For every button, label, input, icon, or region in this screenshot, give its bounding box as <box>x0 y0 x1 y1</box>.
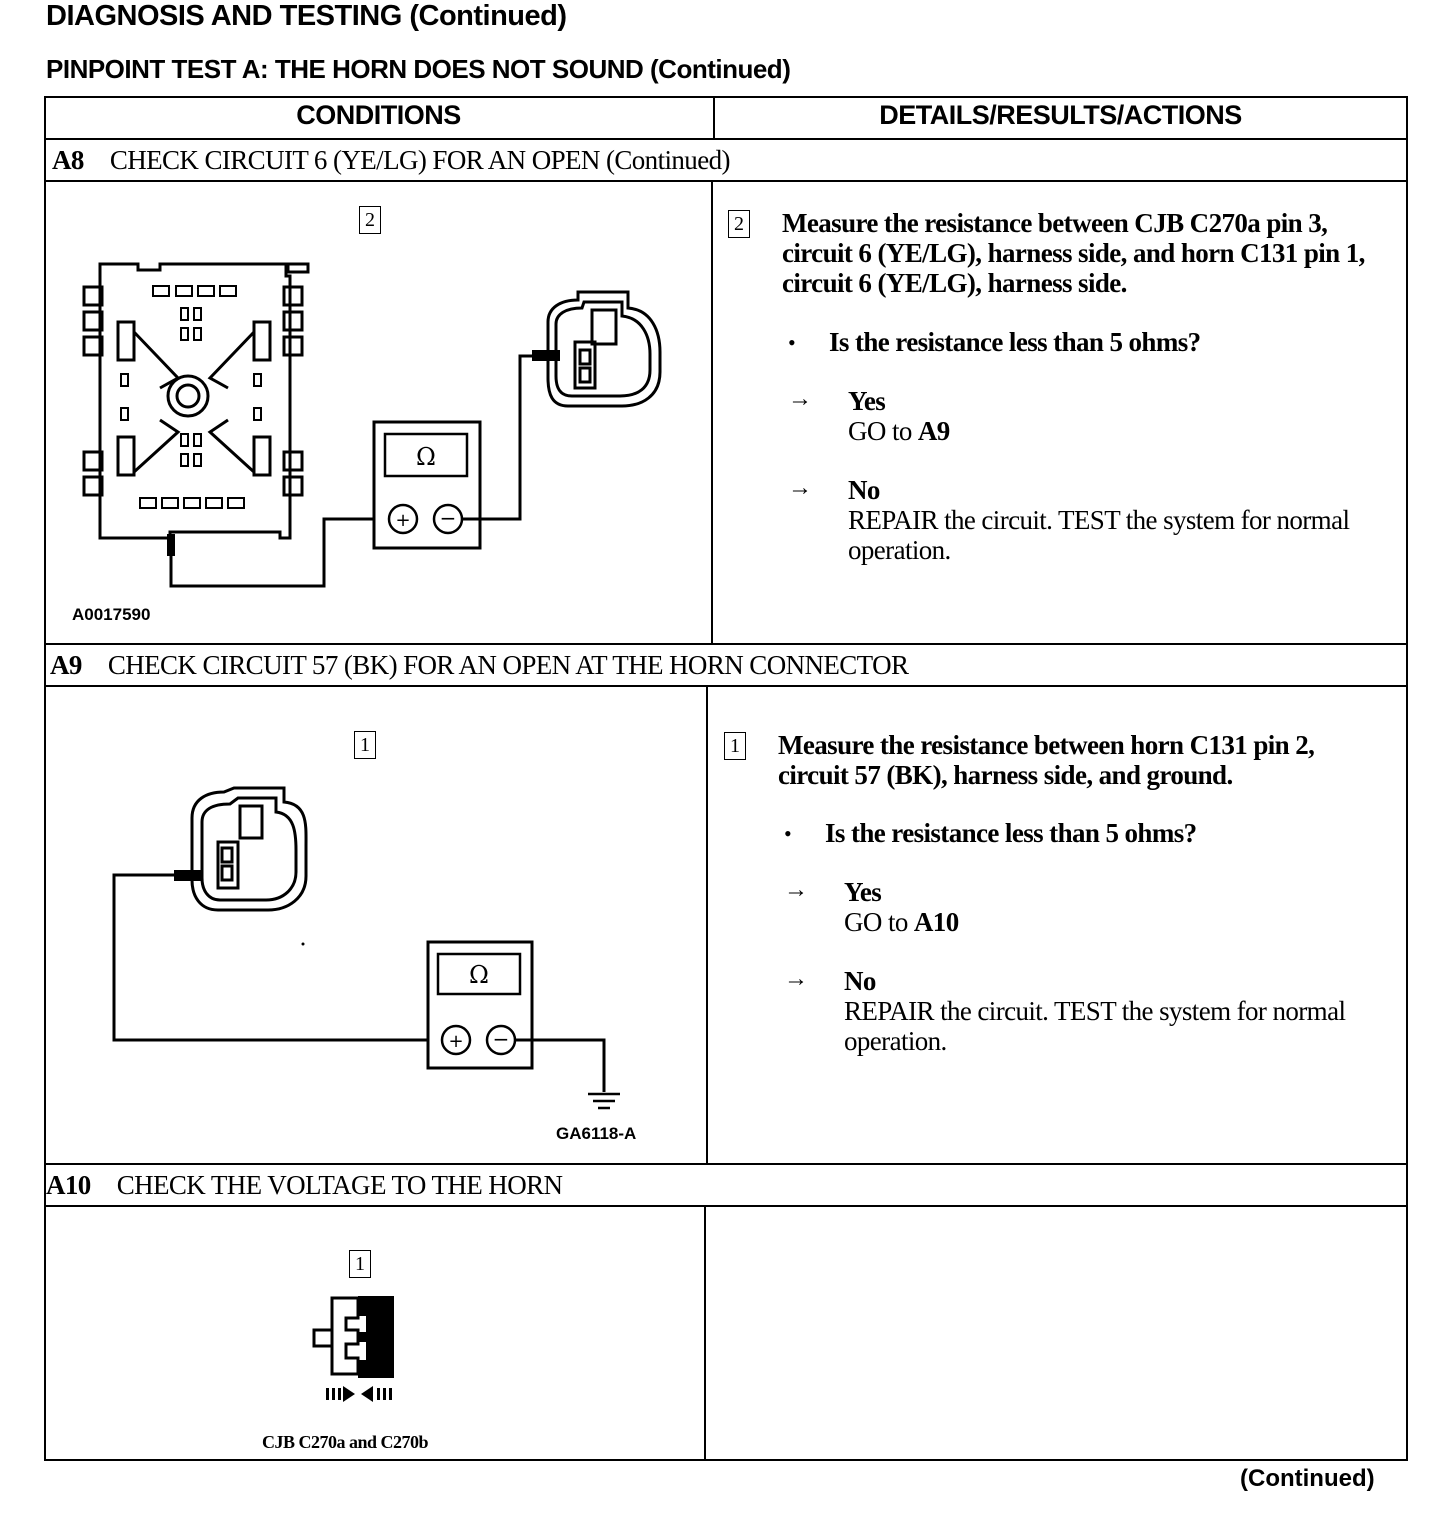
a8-no-answer <box>848 475 1368 565</box>
table-divider <box>44 643 1408 645</box>
ground-icon <box>588 1094 620 1108</box>
a8-figure-step-number: 2 <box>359 206 381 234</box>
step-a9-heading <box>50 650 908 681</box>
conditions-column-header: CONDITIONS <box>296 100 461 130</box>
a10-figure-step-number: 1 <box>349 1250 371 1278</box>
a8-yes-label: Yes <box>848 386 886 416</box>
step-a10-heading <box>46 1170 562 1201</box>
a9-instruction-step-number: 1 <box>724 732 746 760</box>
step-a8-title: CHECK CIRCUIT 6 (YE/LG) FOR AN OPEN (Continued) <box>109 145 730 175</box>
a9-question: Is the resistance less than 5 ohms? <box>825 818 1197 848</box>
table-divider <box>44 1205 1408 1207</box>
a8-instruction-step-number: 2 <box>728 210 750 238</box>
column-divider <box>704 1205 706 1461</box>
ohm-symbol: Ω <box>469 961 489 989</box>
a8-instruction: Measure the resistance between CJB C270a pin 3, circuit 6 (YE/LG), harness side, and horn C131 pin 1, circuit 6 (YE/LG), harness side. <box>782 208 1365 298</box>
ohm-symbol: Ω <box>416 443 436 471</box>
a8-figure-id: A0017590 <box>72 605 151 624</box>
a8-yes-action: GO to A9 <box>848 416 950 446</box>
a9-yes-answer <box>844 877 959 937</box>
svg-text:+: + <box>448 1031 464 1052</box>
a9-no-answer <box>844 966 1364 1056</box>
bullet-icon: • <box>784 821 792 846</box>
svg-text:−: − <box>439 506 457 530</box>
a9-yes-action: GO to A10 <box>844 907 959 937</box>
table-divider <box>44 685 1408 687</box>
arrow-right-icon: → <box>784 966 808 992</box>
connector-center-icon <box>168 376 208 416</box>
details-column-header: DETAILS/RESULTS/ACTIONS <box>879 100 1242 130</box>
a10-connector-diagram <box>300 1286 420 1426</box>
bullet-icon: • <box>788 330 796 355</box>
probe-icon <box>174 870 202 881</box>
a9-yes-target: A10 <box>913 907 959 937</box>
svg-text:−: − <box>492 1027 510 1051</box>
a8-question: Is the resistance less than 5 ohms? <box>829 327 1201 357</box>
arrow-right-icon: → <box>784 877 808 903</box>
continued-label: (Continued) <box>1240 1465 1375 1492</box>
horn-connector-icon <box>548 292 660 406</box>
page-title: DIAGNOSIS AND TESTING (Continued) <box>46 0 567 32</box>
step-a9-id: A9 <box>50 650 82 680</box>
a9-no-action: REPAIR the circuit. TEST the system for normal operation. <box>844 996 1346 1056</box>
a8-yes-target: A9 <box>917 416 950 446</box>
column-divider <box>711 180 713 645</box>
mating-arrows-icon <box>326 1386 392 1402</box>
a8-wiring-diagram <box>48 182 708 642</box>
a10-figure-caption: CJB C270a and C270b <box>262 1432 429 1452</box>
a9-yes-label: Yes <box>844 877 882 907</box>
table-divider <box>44 138 1408 140</box>
table-divider <box>44 1163 1408 1165</box>
cjb-connector-icon <box>100 264 308 538</box>
arrow-right-icon: → <box>788 386 812 412</box>
a9-no-label: No <box>844 966 876 996</box>
a8-no-label: No <box>848 475 880 505</box>
arrow-right-icon: → <box>788 475 812 501</box>
probe-icon <box>167 534 175 556</box>
a9-instruction: Measure the resistance between horn C131 pin 2, circuit 57 (BK), harness side, and ground. <box>778 730 1315 790</box>
cjb-connector-side-icon <box>314 1296 394 1378</box>
svg-text:+: + <box>395 510 411 531</box>
step-a8-heading <box>52 145 730 176</box>
a8-yes-answer <box>848 386 950 446</box>
a9-wiring-diagram <box>48 688 688 1158</box>
step-a9-title: CHECK CIRCUIT 57 (BK) FOR AN OPEN AT THE HORN CONNECTOR <box>107 650 909 680</box>
step-a10-id: A10 <box>46 1170 91 1200</box>
horn-connector-icon <box>192 788 306 910</box>
a9-figure-step-number: 1 <box>354 731 376 759</box>
a9-figure-id: GA6118-A <box>556 1124 637 1143</box>
step-a8-id: A8 <box>52 145 84 175</box>
pinpoint-test-title: PINPOINT TEST A: THE HORN DOES NOT SOUND (Continued) <box>46 54 791 84</box>
step-a10-title: CHECK THE VOLTAGE TO THE HORN <box>116 1170 563 1200</box>
column-divider <box>706 685 708 1165</box>
a8-no-action: REPAIR the circuit. TEST the system for normal operation. <box>848 505 1350 565</box>
